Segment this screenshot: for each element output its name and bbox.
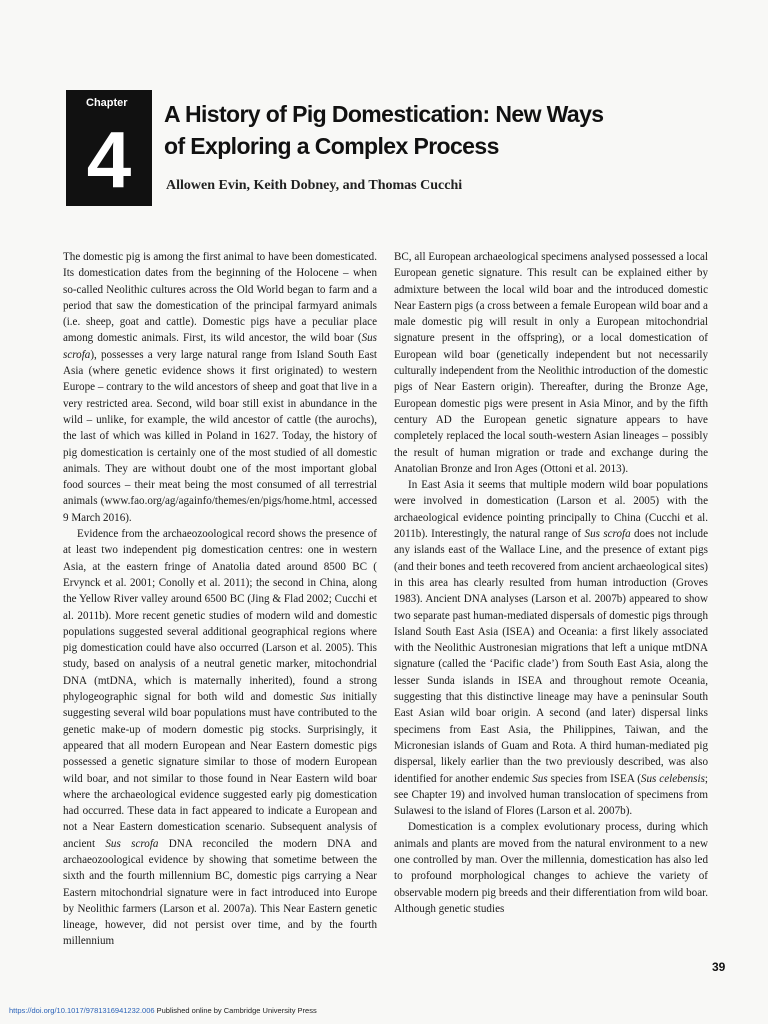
italic-term: Sus — [320, 691, 336, 704]
text-run: does not include any islands east of the Wallace Line, and the presence of extant pigs (and their bones and teeth recovered from ancient archaeological sites) in this area has clearly resulted from human introduction (Groves 1983). Ancient DNA analyses (Larson et al. 2007b) appeared to show two separate past human-mediated dispersals of domestic pigs through Island South East Asia (ISEA) and Oceania: a first likely associated with the Neolithic Austronesian migrations that left a unique mtDNA signature (called the ‘Pacific clade’) from South East Asia, along the lesser Sunda islands in ISEA and throughout remote Oceania, suggesting that this distinctive lineage may have a peninsular South East Asian wild boar origin. A second (and later) dispersal links specimens from East Asia, the Philippines, Taiwan, and the Micronesian islands of Guam and Rota. A third human-mediated pig dispersal, likely earlier than the two previously described, was also identified for another endemic — [394, 528, 709, 785]
chapter-number: 4 — [86, 115, 132, 204]
paragraph — [394, 819, 708, 917]
text-run: initially suggesting several wild boar populations must have contributed to the genetic make-up of modern domestic pig stocks. Surprisingly, it appeared that all modern European and Near Eastern domestic pigs possessed a genetic signature similar to those of modern European wild boar, and not similar to those found in Near Eastern wild boar where the archaeological evidence suggested early pig domestication had occurred. These data in fact appeared to indicate a European and not a Near Eastern domestication scenario. Subsequent analysis of ancient — [63, 691, 377, 850]
page-number: 39 — [712, 960, 726, 974]
paragraph — [63, 526, 377, 950]
italic-term: Sus — [532, 772, 548, 785]
italic-term: Sus celebensis — [640, 772, 705, 785]
paragraph — [394, 477, 708, 819]
right-column — [394, 249, 708, 917]
italic-term: Sus scrofa — [63, 332, 377, 361]
text-run: The domestic pig is among the first animal to have been domesticated. Its domestication dates from the beginning of the Holocene – when so-called Neolithic cultures across the Old World began to farm and a period that saw the domestication of the principal farmyard animals (i.e. sheep, goat and cattle). Domestic pigs have a peculiar place among domestic animals. First, its wild ancestor, the wild boar ( — [63, 251, 377, 345]
authors: Allowen Evin, Keith Dobney, and Thomas Cucchi — [166, 178, 463, 193]
text-run: BC, all European archaeological specimens analysed possessed a local European genetic signature. This result can be explained either by admixture between the local wild boar and the introduced domestic Near Eastern pigs (a cross between a female European wild boar and a male domestic pig will result in only a European mitochondrial signature present in the offspring), or a local domestication of European wild boar (genetically independent but not necessarily culturally independent from the Neolithic introduction of the domestic pigs of Near Eastern origin). Thereafter, during the Bronze Age, European domestic pigs were present in Asia Minor, and by the fifth century AD the European genetic signature appears to have completely replaced the local south-western Asian lineages – possibly the result of human migration or trade and exchange during the Anatolian Bronze and Iron Ages (Ottoni et al. 2013). — [394, 251, 708, 475]
text-run: ; see Chapter 19) and involved human translocation of specimens from Sulawesi to the island of Flores (Larson et al. 2007b). — [394, 772, 708, 818]
text-run: species from ISEA ( — [547, 772, 641, 785]
italic-term: Sus scrofa — [105, 837, 159, 850]
paragraph — [63, 249, 377, 526]
chapter-title — [164, 98, 684, 162]
title-line-1: A History of Pig Domestication: New Ways — [164, 101, 604, 127]
doi-link[interactable]: https://doi.org/10.1017/9781316941232.006 — [9, 1006, 155, 1015]
footer-text: Published online by Cambridge University Press — [154, 1006, 317, 1015]
text-run: Domestication is a complex evolutionary process, during which animals and plants are moved from the natural environment to a new one controlled by man. Over the millennia, domestication has also led to profound morphological changes to achieve the variety of observable modern pig breeds and their differentiation from wild boar. Although genetic studies — [394, 821, 708, 915]
text-run: In East Asia it seems that multiple modern wild boar populations were involved in domestication (Larson et al. 2005) with the archaeological evidence pointing principally to China (Cucchi et al. 2011b). Interestingly, the natural range of — [394, 479, 708, 541]
left-column — [63, 249, 377, 950]
text-run: DNA reconciled the modern DNA and archaeozoological evidence by showing that sometime between the sixth and the fourth millennium BC, domestic pigs carrying a Near Eastern mitochondrial signature were in fact introduced into Europe by Neolithic farmers (Larson et al. 2007a). This Near Eastern genetic lineage, however, did not persist over time, and by the fourth millennium — [63, 837, 377, 948]
italic-term: Sus scrofa — [584, 528, 631, 541]
chapter-marker — [66, 90, 152, 206]
paragraph — [394, 249, 708, 477]
text-run: Evidence from the archaeozoological record shows the presence of at least two independent pig domestication centres: one in western Asia, at the eastern fringe of Anatolia dated around 8500 BC ( Ervynck et al. 2001; Conolly et al. 2011); the second in China, along the Yellow River valley around 6500 BC (Jing & Flad 2002; Cucchi et al. 2011b). More recent genetic studies of modern wild and domestic populations suggested several additional geographical regions where pig domestication could have also occurred (Larson et al. 2005). This study, based on analysis of a neutral genetic marker, mitochondrial DNA (mtDNA, which is maternally inherited), found a strong phylogeographic signal for both wild and domestic — [63, 528, 377, 704]
text-run: ), possesses a very large natural range from Island South East Asia (where genetic evidence shows it first originated) to western Europe – contrary to the wild ancestors of sheep and goat that live in a very restricted area. Second, wild boar still exist in abundance in the wild – unlike, for example, the wild ancestor of cattle (the aurochs), the last of which was killed in Poland in 1627. Today, the history of pig domestication is certainly one of the most studied of all domestic animals. They are without doubt one of the most important global food sources – their meat being the most consumed of all terrestrial animals (www.fao.org/ag/againfo/themes/en/pigs/home.html, accessed 9 March 2016). — [63, 348, 377, 524]
chapter-label: Chapter — [86, 97, 128, 109]
title-line-2: of Exploring a Complex Process — [164, 133, 499, 159]
footer — [9, 1006, 317, 1015]
